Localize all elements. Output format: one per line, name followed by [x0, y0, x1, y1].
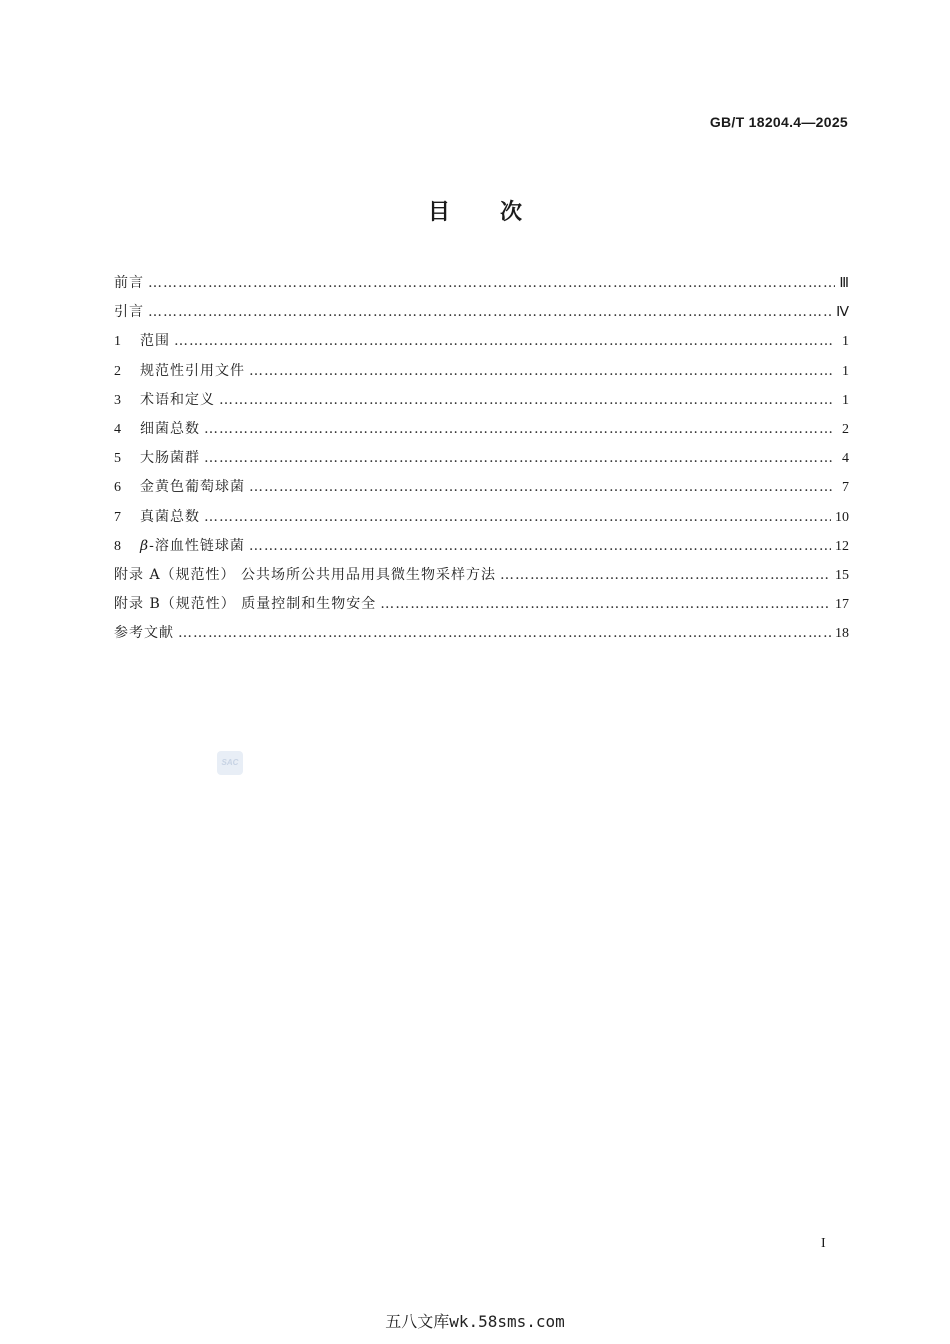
toc-entry-page: 7 — [842, 480, 849, 496]
toc-entry-hemolytic-streptococcus[interactable] — [114, 536, 849, 565]
beta-symbol: β — [140, 537, 150, 554]
toc-entry-label: 金黄色葡萄球菌 — [140, 479, 245, 496]
table-of-contents — [114, 273, 849, 652]
toc-leader-dots — [148, 273, 835, 293]
toc-entry-label: 附录 A（规范性） 公共场所公共用品用具微生物采样方法 — [114, 566, 497, 583]
toc-entry-label-text: -溶血性链球菌 — [149, 537, 245, 554]
toc-entry-scope[interactable] — [114, 331, 849, 360]
toc-entry-label: 附录 B（规范性） 质量控制和生物安全 — [114, 596, 377, 613]
toc-entry-page: 15 — [835, 567, 849, 583]
toc-leader-dots — [148, 302, 832, 322]
toc-leader-dots — [204, 419, 835, 439]
footer-watermark: 五八文库wk.58sms.com — [385, 1312, 565, 1331]
toc-entry-label: 细菌总数 — [140, 420, 200, 437]
toc-entry-page: 1 — [842, 334, 849, 350]
toc-entry-number: 7 — [114, 509, 121, 525]
toc-entry-label: 真菌总数 — [140, 508, 200, 525]
toc-entry-page: 12 — [835, 538, 849, 554]
toc-entry-page: 18 — [835, 626, 849, 642]
toc-leader-dots — [500, 565, 831, 585]
toc-leader-dots — [204, 448, 835, 468]
toc-entry-label: 引言 — [114, 304, 144, 321]
toc-entry-annex-a[interactable] — [114, 565, 849, 594]
toc-entry-total-fungi[interactable] — [114, 507, 849, 536]
toc-entry-number: 8 — [114, 538, 121, 554]
toc-entry-staphylococcus[interactable] — [114, 477, 849, 506]
toc-entry-number: 5 — [114, 451, 121, 467]
toc-entry-page: 17 — [835, 597, 849, 613]
toc-entry-number: 4 — [114, 421, 121, 437]
toc-entry-label — [140, 536, 245, 556]
toc-entry-page: Ⅳ — [836, 305, 849, 321]
toc-entry-bibliography[interactable] — [114, 623, 849, 652]
toc-entry-number: 1 — [114, 334, 121, 350]
toc-leader-dots — [174, 331, 835, 351]
toc-leader-dots — [249, 477, 835, 497]
toc-entry-page: 1 — [842, 363, 849, 379]
toc-entry-page: 10 — [835, 509, 849, 525]
toc-leader-dots — [204, 507, 831, 527]
toc-entry-normative-references[interactable] — [114, 361, 849, 390]
toc-leader-dots — [249, 536, 831, 556]
toc-entry-page: 1 — [842, 392, 849, 408]
toc-entry-label: 前言 — [114, 275, 144, 291]
toc-entry-label: 规范性引用文件 — [140, 362, 245, 379]
toc-entry-label: 术语和定义 — [140, 391, 215, 408]
toc-entry-page: Ⅲ — [839, 276, 849, 291]
page-title: 目次 — [427, 200, 572, 225]
toc-entry-introduction[interactable] — [114, 302, 849, 331]
toc-entry-label: 参考文献 — [114, 625, 174, 642]
toc-entry-annex-b[interactable] — [114, 594, 849, 623]
toc-entry-label: 大肠菌群 — [140, 450, 200, 467]
toc-leader-dots — [380, 594, 831, 614]
toc-entry-terms-definitions[interactable] — [114, 390, 849, 419]
toc-entry-foreword[interactable] — [114, 273, 849, 302]
page-number: I — [821, 1236, 826, 1251]
toc-entry-label: 范围 — [140, 333, 170, 350]
toc-entry-number: 6 — [114, 480, 121, 496]
toc-leader-dots — [249, 361, 835, 381]
toc-leader-dots — [219, 390, 835, 410]
sac-logo: SAC — [217, 751, 243, 775]
toc-entry-number: 2 — [114, 363, 121, 379]
toc-entry-page: 2 — [842, 421, 849, 437]
toc-leader-dots — [178, 623, 831, 643]
toc-entry-number: 3 — [114, 392, 121, 408]
toc-entry-page: 4 — [842, 451, 849, 467]
toc-entry-coliforms[interactable] — [114, 448, 849, 477]
toc-entry-total-bacteria[interactable] — [114, 419, 849, 448]
standard-number: GB/T 18204.4—2025 — [709, 114, 848, 130]
